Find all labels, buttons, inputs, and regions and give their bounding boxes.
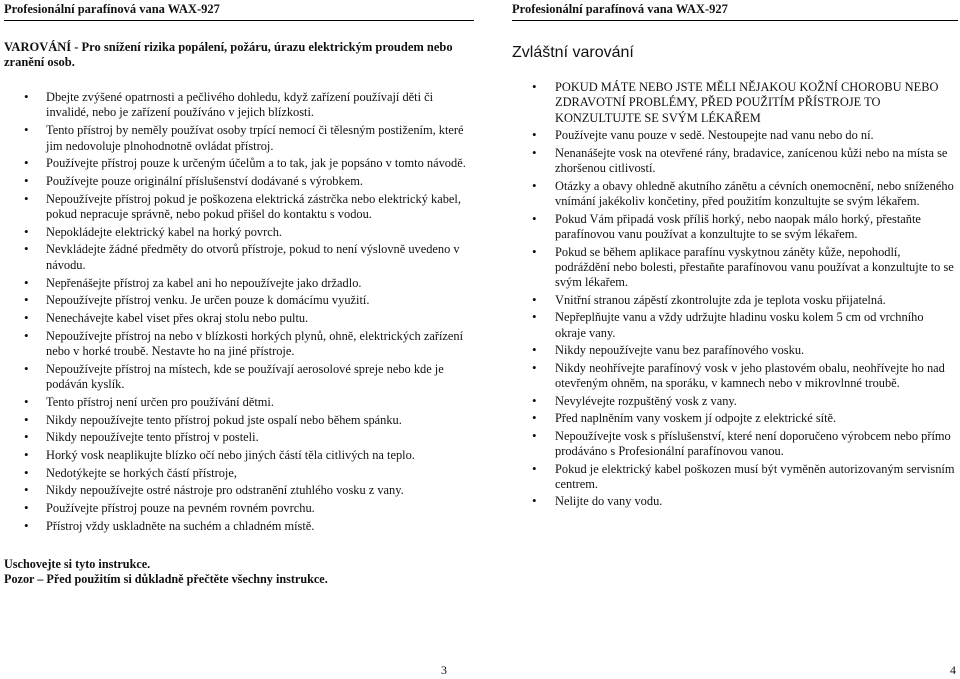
list-item: • Nepřenášejte přístroj za kabel ani ho nepoužívejte jako držadlo. [4, 276, 468, 291]
page-number-right: 4 [950, 663, 956, 677]
warning-title: VAROVÁNÍ - Pro snížení rizika popálení, požáru, úrazu elektrickým proudem nebo zranění osob. [4, 40, 453, 69]
special-warnings-title: Zvláštní varování [512, 44, 634, 61]
list-item: • Nepoužívejte přístroj venku. Je určen pouze k domácímu využití. [4, 293, 468, 308]
list-item: • Nikdy neohřívejte parafínový vosk v jeho plastovém obalu, neohřívejte ho nad otevřeným ohněm, na sporáku, v kamnech nebo v mikrovlnné troubě. [512, 361, 956, 392]
left-warning-list [4, 90, 468, 537]
list-item: • Nepokládejte elektrický kabel na horký povrch. [4, 225, 468, 240]
right-page-header: Profesionální parafínová vana WAX-927 [512, 2, 728, 16]
list-item: • Otázky a obavy ohledně akutního zánětu a cévních onemocnění, nebo sníženého vnímání jakékoliv končetiny, před použitím konzultujte se svým lékařem. [512, 179, 956, 210]
list-item: • Používejte přístroj pouze k určeným účelům a to tak, jak je popsáno v tomto návodě. [4, 156, 468, 171]
left-page-header: Profesionální parafínová vana WAX-927 [4, 2, 220, 16]
list-item: • Nevkládejte žádné předměty do otvorů přístroje, pokud to není výslovně uvedeno v návodu. [4, 242, 468, 273]
list-item: • Nelijte do vany vodu. [512, 494, 956, 509]
list-item: • Nikdy nepoužívejte tento přístroj pokud jste ospalí nebo během spánku. [4, 413, 468, 428]
list-item: • Nedotýkejte se horkých částí přístroje, [4, 466, 468, 481]
list-item: • POKUD MÁTE NEBO JSTE MĚLI NĚJAKOU KOŽNÍ CHOROBU NEBO ZDRAVOTNÍ PROBLÉMY, PŘED POUŽITÍM PŘÍSTROJE TO KONZULTUJTE SE SVÝM LÉKAŘEM [512, 80, 956, 126]
right-warning-list [512, 80, 956, 512]
list-item: • Horký vosk neaplikujte blízko očí nebo jiných částí těla citlivých na teplo. [4, 448, 468, 463]
list-item: • Nepoužívejte přístroj na místech, kde se používají aerosolové spreje nebo kde je podáván kyslík. [4, 362, 468, 393]
list-item: • Pokud je elektrický kabel poškozen musí být vyměněn autorizovaným servisním centrem. [512, 462, 956, 493]
list-item: • Tento přístroj by neměly používat osoby trpící nemocí či tělesným postižením, které jim nedovoluje plnohodnotně ovládat přístroj. [4, 123, 468, 154]
list-item: • Používejte přístroj pouze na pevném rovném povrchu. [4, 501, 468, 516]
list-item: • Pokud Vám připadá vosk příliš horký, nebo naopak málo horký, přestaňte parafínovou vanu používat a konzultujte to se svým lékařem. [512, 212, 956, 243]
list-item: • Dbejte zvýšené opatrnosti a pečlivého dohledu, když zařízení používají děti či invalidé, nebo je zařízení používáno v jejich blízkosti. [4, 90, 468, 121]
list-item: • Nikdy nepoužívejte ostré nástroje pro odstranění ztuhlého vosku z vany. [4, 483, 468, 498]
read-instructions-note: Pozor – Před použitím si důkladně přečtěte všechny instrukce. [4, 572, 328, 586]
list-item: • Přístroj vždy uskladněte na suchém a chladném místě. [4, 519, 468, 534]
list-item: • Vnitřní stranou zápěstí zkontrolujte zda je teplota vosku přijatelná. [512, 293, 956, 308]
left-header-rule [4, 20, 474, 21]
list-item: • Nepoužívejte přístroj na nebo v blízkosti horkých plynů, ohně, elektrických zařízení nebo v horké troubě. Nestavte ho na jiné přístroje. [4, 329, 468, 360]
list-item: • Nepoužívejte přístroj pokud je poškozena elektrická zástrčka nebo elektrický kabel, pokud nepracuje správně, nebo pokud přišel do kontaktu s vodou. [4, 192, 468, 223]
list-item: • Tento přístroj není určen pro používání dětmi. [4, 395, 468, 410]
keep-instructions-note: Uschovejte si tyto instrukce. [4, 557, 151, 571]
page-number-left: 3 [441, 663, 447, 677]
list-item: • Před naplněním vany voskem jí odpojte z elektrické sítě. [512, 411, 956, 426]
list-item: • Používejte pouze originální příslušenství dodávané s výrobkem. [4, 174, 468, 189]
list-item: • Používejte vanu pouze v sedě. Nestoupejte nad vanu nebo do ní. [512, 128, 956, 143]
list-item: • Nenanášejte vosk na otevřené rány, bradavice, zanícenou kůži nebo na místa se zhoršenou citlivostí. [512, 146, 956, 177]
list-item: • Nepoužívejte vosk s příslušenství, které není doporučeno výrobcem nebo přímo prodáváno s Profesionální parafínovou vanou. [512, 429, 956, 460]
list-item: • Nikdy nepoužívejte tento přístroj v posteli. [4, 430, 468, 445]
right-header-rule [512, 20, 958, 21]
list-item: • Nenechávejte kabel viset přes okraj stolu nebo pultu. [4, 311, 468, 326]
list-item: • Nevylévejte rozpuštěný vosk z vany. [512, 394, 956, 409]
list-item: • Nikdy nepoužívejte vanu bez parafínového vosku. [512, 343, 956, 358]
list-item: • Pokud se během aplikace parafínu vyskytnou záněty kůže, nepohodlí, podráždění nebo bolesti, přestaňte parafínovou vanu používat a konzultujte to se svým lékařem. [512, 245, 956, 291]
list-item: • Nepřeplňujte vanu a vždy udržujte hladinu vosku kolem 5 cm od vrchního okraje vany. [512, 310, 956, 341]
